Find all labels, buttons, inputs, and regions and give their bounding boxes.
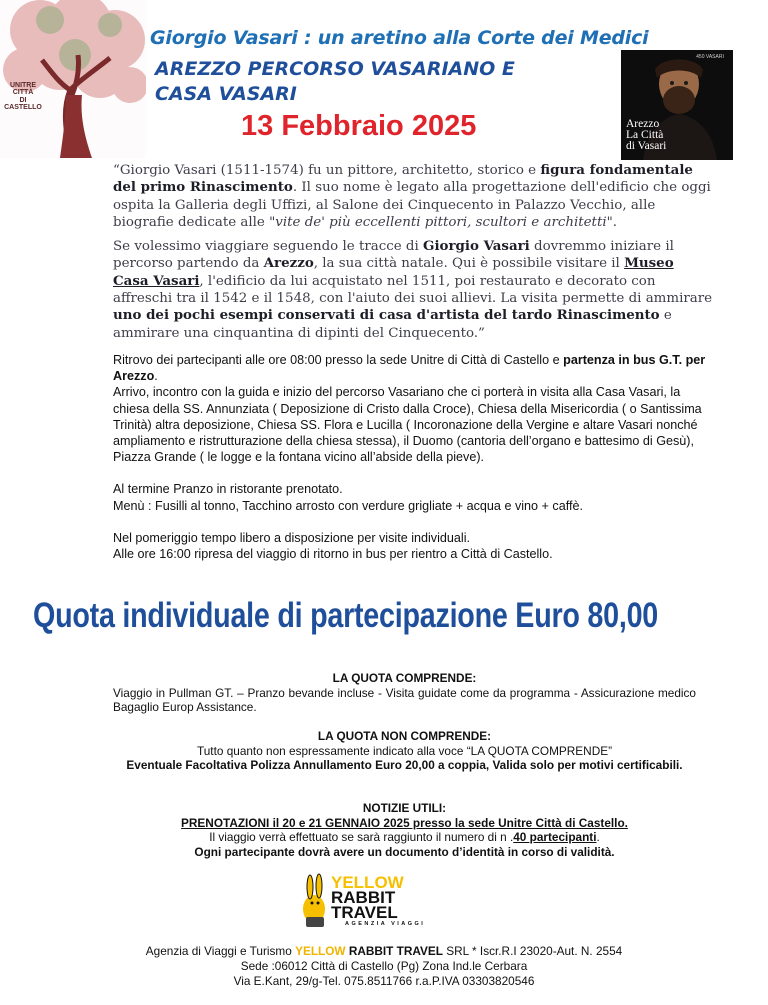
event-date: 13 Febbraio 2025 (241, 110, 477, 142)
brand-name: RABBIT TRAVEL (345, 944, 443, 958)
section-heading: LA QUOTA NON COMPRENDE: (317, 729, 492, 743)
text: . (612, 214, 618, 230)
notizie-utili (113, 801, 696, 859)
program-paragraph (113, 481, 713, 513)
text: dovremmo iniziare il percorso partendo da (113, 239, 674, 272)
min-participants: 40 partecipanti (513, 830, 597, 844)
poster-title-line: La Città (626, 129, 664, 141)
logo-subtitle: AGENZIA VIAGGI (345, 921, 426, 927)
text: e ammirare una cinquantina di dipinti del Cinquecento.” (113, 308, 672, 341)
intro-quote (113, 162, 713, 349)
text: Menù : Fusilli al tonno, Tacchino arrosto con verdure grigliate + acqua e vino + caffè. (113, 498, 583, 513)
text-bold: figura fondamentale del primo Rinascimento (113, 162, 693, 196)
poster-title-line: Arezzo (626, 118, 660, 130)
text-bold: partenza in bus G.T. per Arezzo (113, 353, 706, 384)
trip-program (113, 352, 713, 578)
intro-paragraph (113, 238, 713, 342)
text-italic: "vite de' più eccellenti pittori, scultori e architetti" (269, 214, 613, 230)
price-headline: Quota individuale di partecipazione Euro 80,00 (33, 596, 659, 635)
section-heading: NOTIZIE UTILI: (362, 801, 447, 815)
section-text (113, 830, 696, 845)
footer-line: Via E.Kant, 29/g-Tel. 075.8511766 r.a.P.IVA 03303820546 (233, 974, 535, 988)
text: . (154, 369, 158, 384)
text: Al termine Pranzo in ristorante prenotato. (113, 482, 343, 497)
page-title: Giorgio Vasari : un aretino alla Corte dei Medici (150, 27, 649, 49)
text: SRL * Iscr.R.I 23020-Aut. N. 2554 (442, 944, 623, 958)
section-text: Eventuale Facoltativa Polizza Annullamento Euro 20,00 a coppia, Valida solo per motivi certificabili. (126, 758, 683, 772)
text: “Giorgio Vasari (1511-1574) fu un pittore, architetto, storico e (113, 163, 541, 178)
booking-dates: PRENOTAZIONI il 20 e 21 GENNAIO 2025 presso la sede Unitre Città di Castello. (181, 815, 628, 830)
program-paragraph (113, 530, 713, 562)
logo-word: RABBIT (331, 888, 396, 907)
text: Alle ore 16:00 ripresa del viaggio di ritorno in bus per rientro a Città di Castello. (113, 547, 553, 562)
text: Il viaggio verrà effettuato se sarà raggiunto il numero di n . (209, 830, 514, 844)
quota-comprende (113, 671, 696, 715)
footer-line (100, 944, 668, 959)
brand-yellow: YELLOW (295, 944, 346, 958)
footer-line: Sede :06012 Città di Castello (Pg) Zona Ind.le Cerbara (240, 959, 528, 973)
agency-logo (331, 875, 425, 928)
agency-footer (100, 944, 668, 989)
section-text: Viaggio in Pullman GT. – Pranzo bevande incluse - Visita guidate come da programma - Assicurazione medico Bagaglio Europ Assistance. (113, 685, 696, 714)
section-text: Ogni partecipante dovrà avere un documento d’identità in corso di validità. (194, 844, 615, 859)
section-text: Tutto quanto non espressamente indicato alla voce “LA QUOTA COMPRENDE” (196, 743, 613, 758)
intro-paragraph (113, 162, 713, 231)
poster-title (626, 119, 706, 152)
page-subtitle: AREZZO PERCORSO VASARIANO E CASA VASARI (155, 58, 515, 105)
text: Agenzia di Viaggi e Turismo (145, 944, 296, 958)
text: , l'edificio da lui acquistato nel 1511, poi restaurato e decorato con affreschi tra il 1542 e il 1548, con l'aiuto dei suoi allievi. La visita permette di ammirare (113, 273, 713, 307)
poster-mark: 450 VASARI (696, 54, 724, 60)
text: . Il suo nome è legato alla progettazione dell'edificio che oggi ospita la Galleria degli Uffizi, al Salone dei Cinquecento in Palazzo Vecchio, alle biografie dedicate alle (113, 180, 711, 230)
vasari-poster (621, 50, 733, 160)
text: Se volessimo viaggiare seguendo le tracce di (113, 239, 424, 255)
logo-line: UNITRE (9, 82, 37, 89)
museum-link: Museo Casa Vasari (113, 255, 674, 289)
poster-title-line: di Vasari (626, 140, 667, 152)
text-bold: Giorgio Vasari (423, 238, 530, 255)
logo-line: DI (19, 96, 27, 104)
text-bold: uno dei pochi esempi conservati di casa d'artista del tardo Rinascimento (113, 307, 660, 324)
logo-word: TRAVEL (331, 903, 398, 922)
logo-line: CASTELLO (4, 104, 42, 112)
text: Arrivo, incontro con la guida e inizio del percorso Vasariano che ci porterà in visita alla Casa Vasari, la chiesa della SS. Annunziata ( Deposizione di Cristo dalla Croce), Chiesa della Misericordia ( o Santissima Trinità) altra deposizione, Chiesa SS. Flora e Lucilla ( Incoronazione della Vergine e altare Vasari nonché ampliamento e ristrutturazione della chiesa stessa), il Duomo (cantoria dell’organo e battesimo di Gesù), Piazza Grande ( le logge e la fontana vicino all’abside della pieve). (113, 385, 702, 465)
program-paragraph (113, 352, 713, 465)
text: , la sua città natale. Qui è possibile visitare il (313, 256, 625, 272)
unitre-logo-text (3, 82, 43, 111)
text: . (596, 830, 600, 844)
text: Ritrovo dei partecipanti alle ore 08:00 presso la sede Unitre di Città di Castello e (113, 353, 564, 367)
unitre-logo-tree-icon (0, 0, 146, 158)
section-heading: LA QUOTA COMPRENDE: (332, 671, 477, 685)
text-bold: Arezzo (263, 255, 314, 272)
logo-word: YELLOW (331, 873, 404, 892)
quota-non-comprende (113, 729, 696, 773)
logo-line: CITTÀ (12, 89, 34, 97)
text: Nel pomeriggio tempo libero a disposizione per visite individuali. (113, 530, 471, 545)
